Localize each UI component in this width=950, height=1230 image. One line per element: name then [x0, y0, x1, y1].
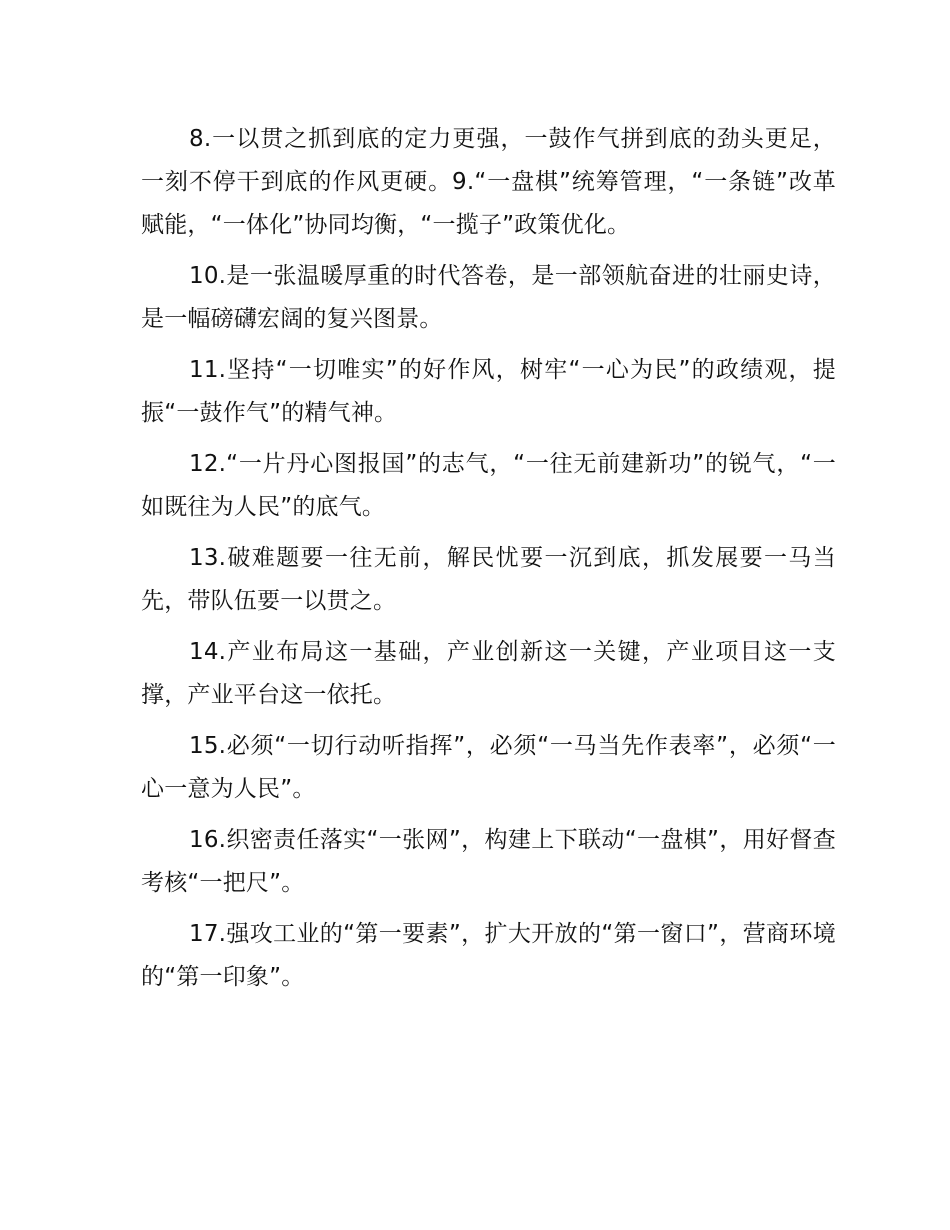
paragraph-13: 13.破难题要一往无前，解民忧要一沉到底，抓发展要一马当先，带队伍要一以贯之。 — [141, 545, 836, 614]
paragraph-14: 14.产业布局这一基础，产业创新这一关键，产业项目这一支撑，产业平台这一依托。 — [141, 639, 836, 708]
document-body — [141, 118, 836, 1007]
paragraph-17: 17.强攻工业的“第一要素”，扩大开放的“第一窗口”，营商环境的“第一印象”。 — [141, 921, 836, 990]
paragraph-11: 11.坚持“一切唯实”的好作风，树牢“一心为民”的政绩观，提振“一鼓作气”的精气神。 — [141, 357, 836, 426]
paragraph-12: 12.“一片丹心图报国”的志气，“一往无前建新功”的锐气，“一如既往为人民”的底气。 — [141, 451, 836, 520]
paragraph-16: 16.织密责任落实“一张网”，构建上下联动“一盘棋”，用好督查考核“一把尺”。 — [141, 827, 836, 896]
paragraph-10: 10.是一张温暖厚重的时代答卷，是一部领航奋进的壮丽史诗，是一幅磅礴宏阔的复兴图景。 — [141, 263, 836, 332]
paragraph-8-9: 8.一以贯之抓到底的定力更强，一鼓作气拼到底的劲头更足，一刻不停干到底的作风更硬。9.“一盘棋”统筹管理，“一条链”改革赋能，“一体化”协同均衡，“一揽子”政策优化。 — [141, 126, 836, 238]
paragraph-15: 15.必须“一切行动听指挥”，必须“一马当先作表率”，必须“一心一意为人民”。 — [141, 733, 836, 802]
